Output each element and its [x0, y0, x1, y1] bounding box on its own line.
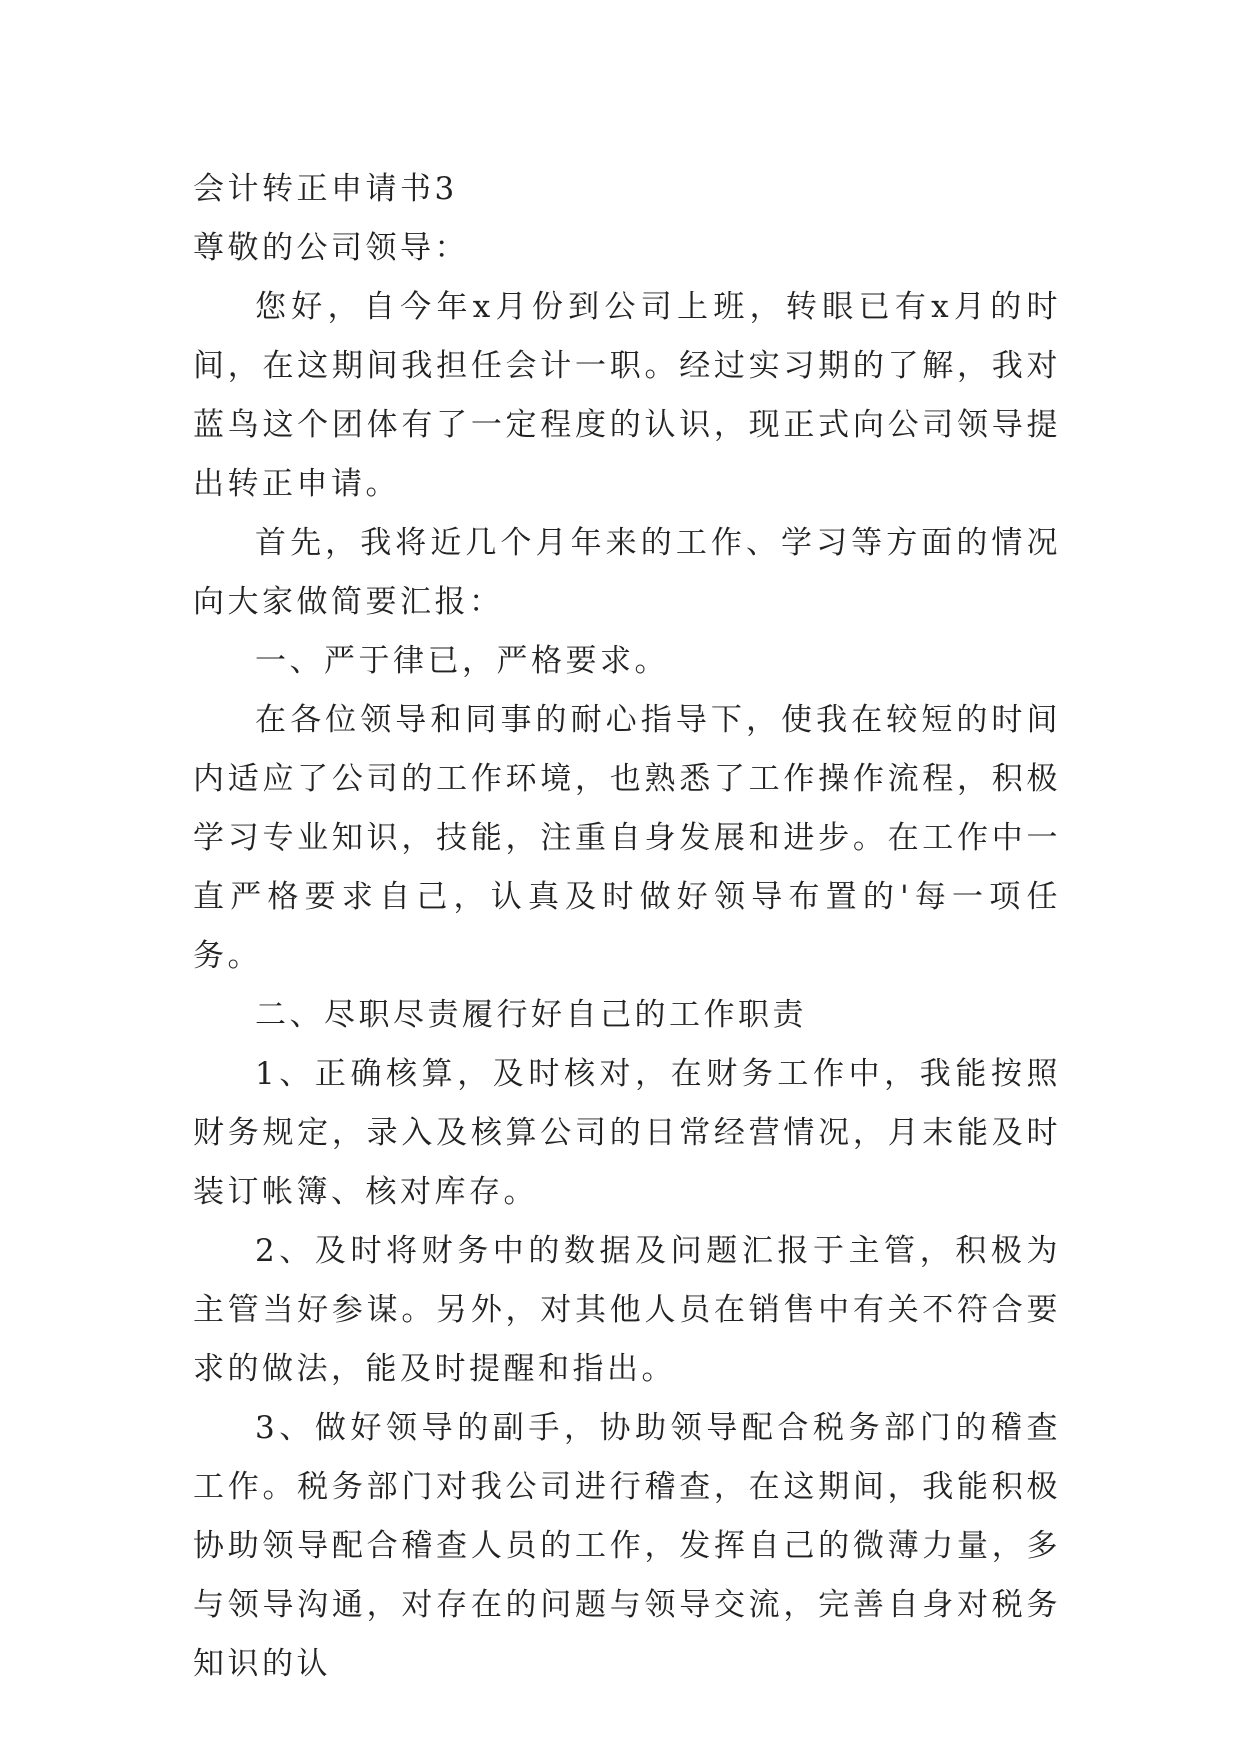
paragraph-section-1: 在各位领导和同事的耐心指导下，使我在较短的时间内适应了公司的工作环境，也熟悉了工作操作流程，积极学习专业知识，技能，注重自身发展和进步。在工作中一直严格要求自己，认真及时做好领导布置的'每一项任务。 [193, 702, 1061, 974]
document-title: 会计转正申请书3 [193, 171, 458, 207]
salutation: 尊敬的公司领导： [193, 230, 469, 266]
document-body [193, 160, 1061, 1694]
paragraph-item-2: 2、及时将财务中的数据及问题汇报于主管，积极为主管当好参谋。另外，对其他人员在销售中有关不符合要求的做法，能及时提醒和指出。 [193, 1233, 1061, 1387]
section-heading-1: 一、严于律已，严格要求。 [255, 643, 669, 679]
paragraph-greeting: 您好，自今年x月份到公司上班，转眼已有x月的时间，在这期间我担任会计一职。经过实习期的了解，我对蓝鸟这个团体有了一定程度的认识，现正式向公司领导提出转正申请。 [193, 289, 1061, 502]
paragraph-item-3: 3、做好领导的副手，协助领导配合税务部门的稽查工作。税务部门对我公司进行稽查，在这期间，我能积极协助领导配合稽查人员的工作，发挥自己的微薄力量，多与领导沟通，对存在的问题与领导交流，完善自身对税务知识的认 [193, 1410, 1061, 1682]
section-heading-2: 二、尽职尽责履行好自己的工作职责 [255, 997, 807, 1033]
paragraph-intro: 首先，我将近几个月年来的工作、学习等方面的情况向大家做简要汇报： [193, 525, 1061, 620]
paragraph-item-1: 1、正确核算，及时核对，在财务工作中，我能按照财务规定，录入及核算公司的日常经营情况，月末能及时装订帐簿、核对库存。 [193, 1056, 1061, 1210]
